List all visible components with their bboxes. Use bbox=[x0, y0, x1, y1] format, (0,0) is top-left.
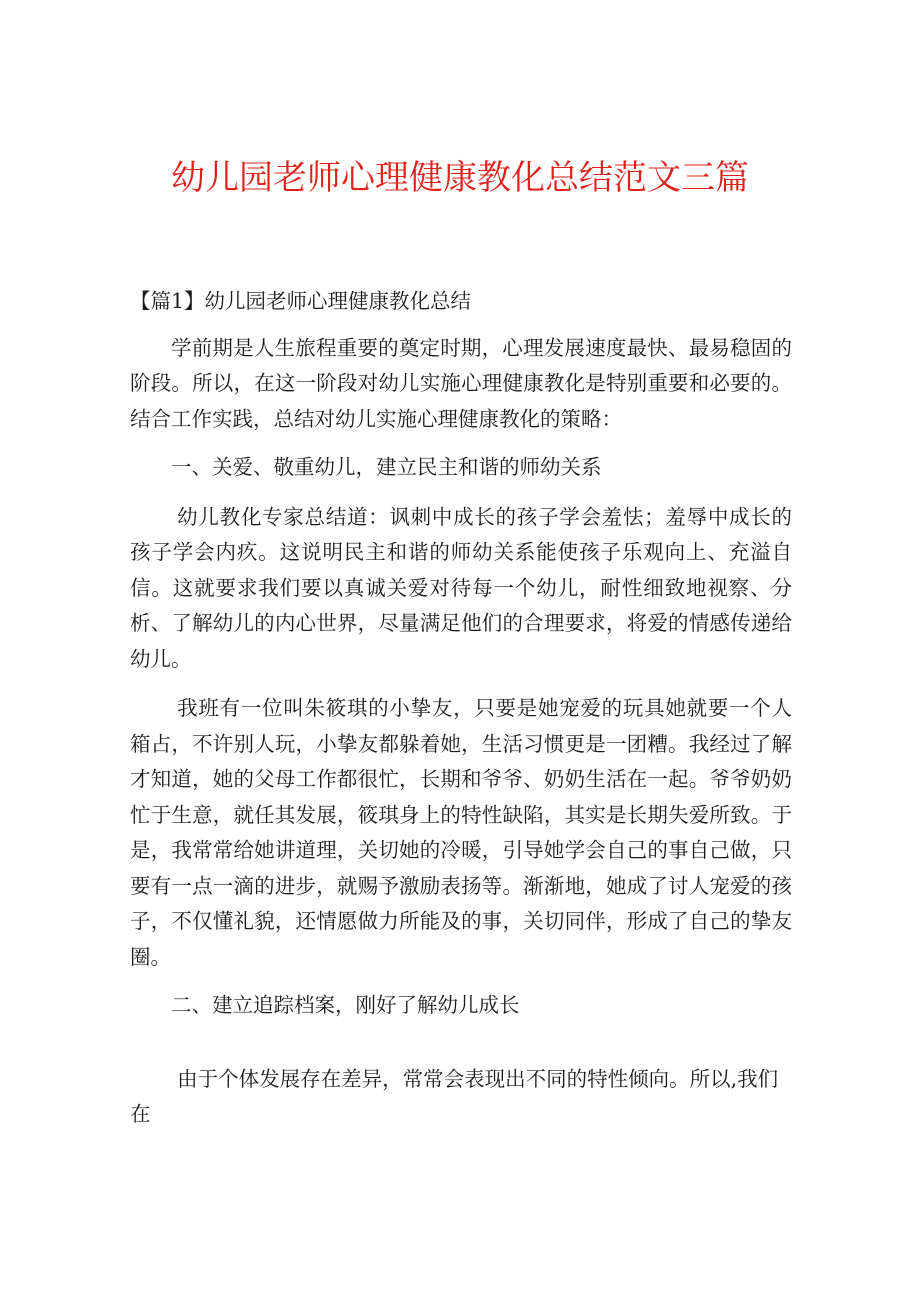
document-title: 幼儿园老师心理健康教化总结范文三篇 bbox=[171, 158, 749, 198]
paragraph-individual-differences: 由于个体发展存在差异，常常会表现出不同的特性倾向。所以,我们在 bbox=[130, 1066, 779, 1126]
paragraph-expert-quote: 幼儿教化专家总结道：讽刺中成长的孩子学会羞怯；羞辱中成长的孩子学会内疚。这说明民主和谐的师幼关系能使孩子乐观向上、充溢自信。这就要求我们要以真诚关爱对待每一个幼儿，耐性细致地视察、分析、了解幼儿的内心世界，尽量满足他们的合理要求，将爱的情感传递给幼儿。 bbox=[130, 504, 792, 671]
subheading-two: 二、建立追踪档案，刚好了解幼儿成长 bbox=[171, 993, 520, 1017]
paragraph-intro: 学前期是人生旅程重要的奠定时期，心理发展速度最快、最易稳固的阶段。所以，在这一阶段对幼儿实施心理健康教化是特别重要和必要的。结合工作实践，总结对幼儿实施心理健康教化的策略： bbox=[130, 335, 792, 431]
document-body bbox=[130, 284, 792, 1133]
subheading-one: 一、关爱、敬重幼儿，建立民主和谐的师幼关系 bbox=[171, 455, 602, 479]
section-heading: 【篇1】幼儿园老师心理健康教化总结 bbox=[130, 289, 472, 313]
paragraph-case-story: 我班有一位叫朱筱琪的小挚友，只要是她宠爱的玩具她就要一个人箱占，不许别人玩，小挚友都躲着她，生活习惯更是一团糟。我经过了解才知道，她的父母工作都很忙，长期和爷爷、奶奶生活在一起。爷爷奶奶忙于生意，就任其发展，筱琪身上的特性缺陷，其实是长期失爱所致。于是，我常常给她讲道理，关切她的冷暖，引导她学会自己的事自己做，只要有一点一滴的进步，就赐予激励表扬等。渐渐地，她成了讨人宠爱的孩子，不仅懂礼貌，还情愿做力所能及的事，关切同伴，形成了自己的挚友圈。 bbox=[130, 696, 792, 969]
